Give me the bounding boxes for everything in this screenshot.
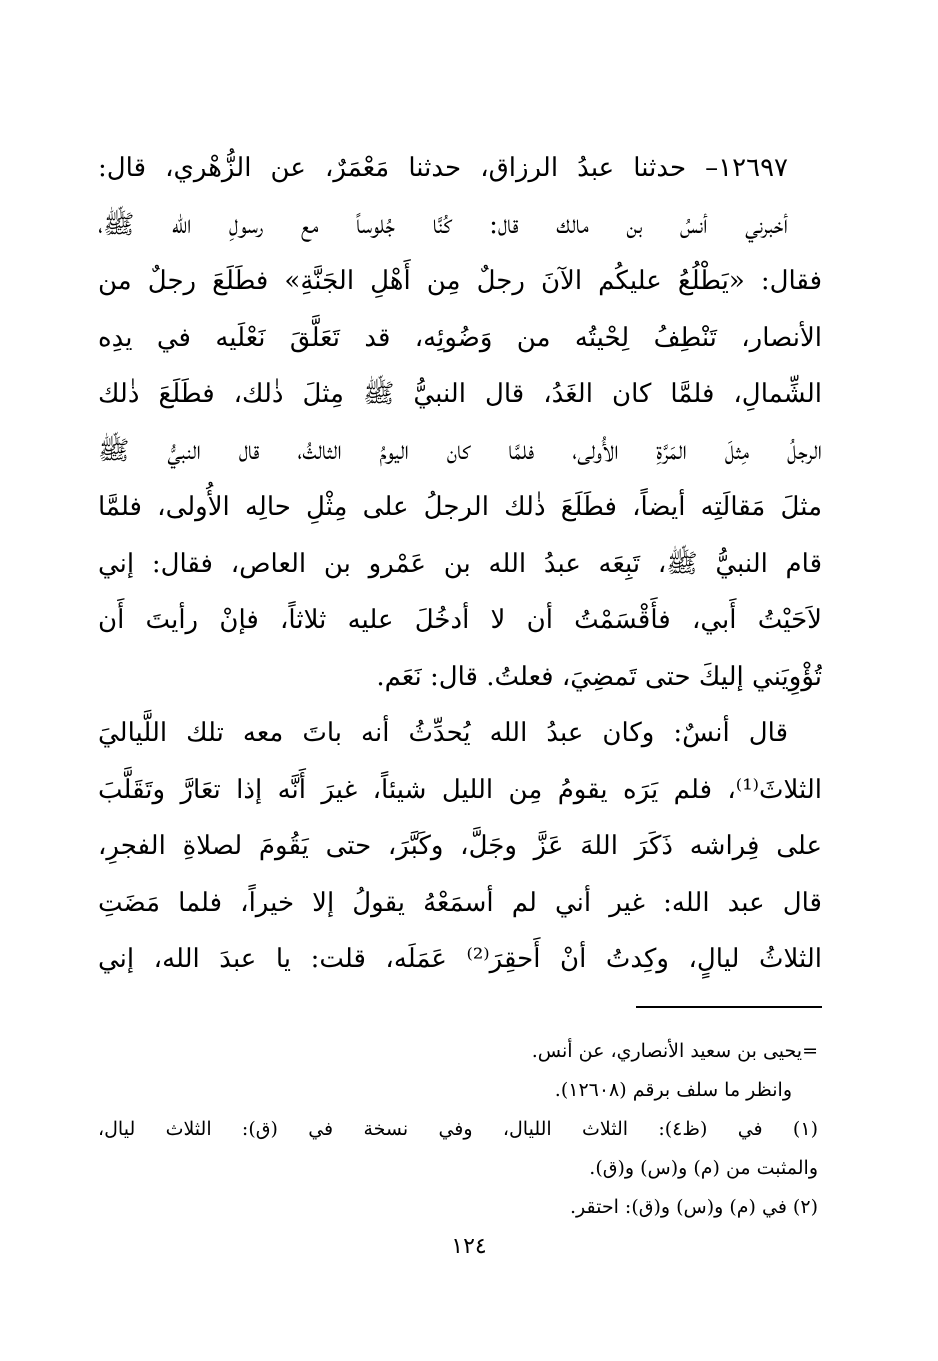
- footnote-line: (٢) في (م) و(س) و(ق): احتقر.: [570, 1196, 818, 1218]
- footnote-line: (١) في (ظ٤): الثلاث الليال، وفي نسخة في (ق): الثلاث ليال،: [98, 1118, 818, 1140]
- body-line: قام النبيُّ ﷺ، تَبِعَه عبدُ الله بن عَمْرو بن العاص، فقال: إني: [98, 548, 822, 579]
- footnote-line: وانظر ما سلف برقم (١٢٦٠٨).: [554, 1079, 792, 1101]
- footnotes: [98, 1032, 818, 1227]
- body-line: ١٢٦٩٧– حدثنا عبدُ الرزاق، حدثنا مَعْمَرٌ، عن الزُّهْري، قال:: [98, 153, 788, 183]
- footnote-separator: [636, 1006, 822, 1008]
- body-line: تُؤْوِيَني إليكَ حتى تَمضِيَ، فعلتُ. قال: نَعَم.: [376, 661, 822, 692]
- body-line: لاَحَيْتُ أَبي، فأَقْسَمْتُ أن لا أدخُلَ عليه ثلاثاً، فإنْ رأيتَ أَن: [98, 605, 822, 635]
- body-line: فقال: «يَطْلُعُ عليكُم الآنَ رجلٌ مِن أَهْلِ الجَنَّةِ» فطَلَعَ رجلٌ من: [98, 266, 822, 296]
- body-line: مثلَ مَقالَتِه أيضاً، فطَلَعَ ذٰلك الرجلُ على مِثْلِ حالِه الأُولى، فلمَّا: [98, 492, 822, 522]
- body-line: على فِراشه ذَكَرَ اللهَ عَزَّ وجَلَّ، وكَبَّرَ، حتى يَقُومَ لصلاةِ الفجرِ،: [98, 831, 822, 861]
- footnote-line: والمثبت من (م) و(س) و(ق).: [589, 1157, 818, 1179]
- body-line: أخبرني أنسُ بن مالك قال: كُنَّا جُلوساً مع رسولِ الله ﷺ،: [98, 209, 788, 240]
- body-line: قال أنسٌ: وكان عبدُ الله يُحدِّثُ أنه باتَ معه تلك اللَّياليَ: [98, 718, 788, 748]
- body-line: الأنصار، تَنْطِفُ لِحْيتُه من وَضُوئِه، قد تَعَلَّقَ نَعْلَيه في يدِه: [98, 322, 822, 353]
- body-line: الشِّمالِ، فلمَّا كان الغَدُ، قال النبيُّ ﷺ مِثلَ ذٰلك، فطَلَعَ ذٰلك: [98, 379, 822, 409]
- body-line: الثلاثَ⁽¹⁾، فلم يَرَه يقومُ مِن الليل شيئاً، غيرَ أَنَّه إذا تعَارَّ وتَقَلَّبَ: [98, 774, 822, 805]
- footnote-line: =يحيى بن سعيد الأنصاري، عن أنس.: [531, 1040, 818, 1062]
- page-number: ١٢٤: [451, 1234, 487, 1259]
- hadith-text: [98, 140, 822, 988]
- body-line: قال عبد الله: غير أني لم أسمَعْهُ يقولُ إلا خيراً، فلما مَضَتِ: [98, 887, 822, 918]
- body-line: الرجلُ مِثلَ المَرَّةِ الأُولى، فلمَّا كان اليومُ الثالثُ، قال النبيُّ ﷺ: [98, 435, 822, 466]
- body-line: الثلاثُ ليالٍ، وكِدتُ أنْ أَحقِرَ⁽²⁾ عَمَلَه، قلت: يا عبدَ الله، إني: [98, 944, 822, 974]
